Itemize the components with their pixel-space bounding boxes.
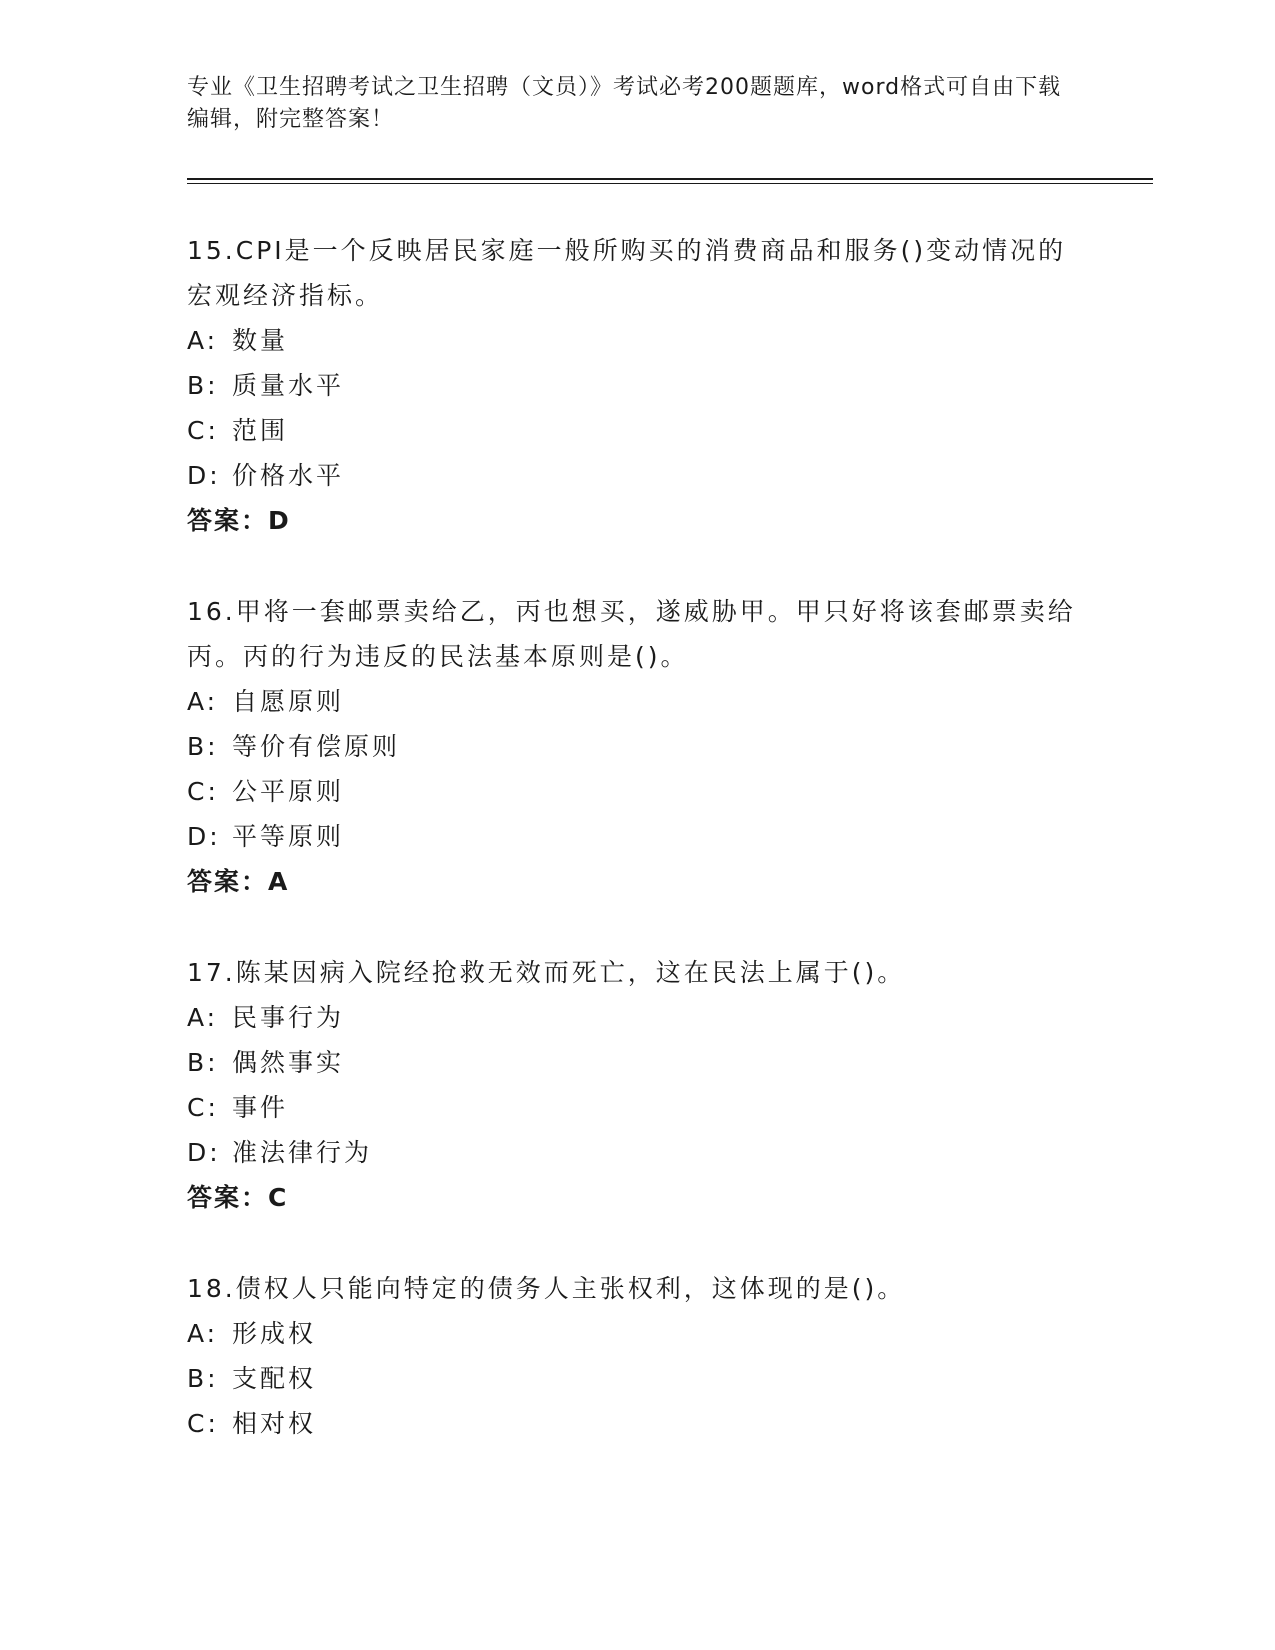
option-text: 等价有偿原则 bbox=[232, 732, 401, 761]
question-stem: 17.陈某因病入院经抢救无效而死亡，这在民法上属于()。 bbox=[187, 958, 906, 987]
option-text: 民事行为 bbox=[232, 1003, 345, 1032]
option-c bbox=[187, 1401, 1087, 1446]
option-a bbox=[187, 318, 1087, 363]
question-18 bbox=[187, 1266, 1087, 1446]
option-text: 形成权 bbox=[232, 1319, 317, 1348]
option-text: 数量 bbox=[232, 326, 289, 355]
option-b bbox=[187, 1356, 1087, 1401]
option-letter: B: bbox=[187, 1364, 219, 1393]
option-letter: C: bbox=[187, 416, 219, 445]
option-c bbox=[187, 769, 1087, 814]
option-text: 平等原则 bbox=[232, 822, 345, 851]
question-17 bbox=[187, 950, 1087, 1220]
question-stem: 15.CPI是一个反映居民家庭一般所购买的消费商品和服务()变动情况的宏观经济指标。 bbox=[187, 236, 1067, 310]
option-c bbox=[187, 408, 1087, 453]
option-letter: A: bbox=[187, 687, 219, 716]
option-letter: B: bbox=[187, 371, 219, 400]
answer-line: 答案：D bbox=[187, 506, 291, 535]
option-d bbox=[187, 814, 1087, 859]
option-text: 偶然事实 bbox=[232, 1048, 345, 1077]
option-text: 自愿原则 bbox=[232, 687, 345, 716]
question-16 bbox=[187, 589, 1087, 904]
option-b bbox=[187, 363, 1087, 408]
option-text: 质量水平 bbox=[232, 371, 345, 400]
option-letter: D: bbox=[187, 1138, 221, 1167]
option-a bbox=[187, 1311, 1087, 1356]
question-stem: 16.甲将一套邮票卖给乙，丙也想买，遂威胁甲。甲只好将该套邮票卖给丙。丙的行为违反的民法基本原则是()。 bbox=[187, 597, 1076, 671]
option-letter: A: bbox=[187, 1319, 219, 1348]
answer-line: 答案：C bbox=[187, 1183, 289, 1212]
option-letter: C: bbox=[187, 777, 219, 806]
option-letter: B: bbox=[187, 732, 219, 761]
question-15 bbox=[187, 228, 1087, 543]
question-stem: 18.债权人只能向特定的债务人主张权利，这体现的是()。 bbox=[187, 1274, 906, 1303]
option-c bbox=[187, 1085, 1087, 1130]
header-divider-thin bbox=[187, 183, 1153, 184]
option-text: 相对权 bbox=[232, 1409, 317, 1438]
option-text: 公平原则 bbox=[232, 777, 345, 806]
option-a bbox=[187, 679, 1087, 724]
option-letter: D: bbox=[187, 461, 221, 490]
option-text: 准法律行为 bbox=[232, 1138, 373, 1167]
option-letter: B: bbox=[187, 1048, 219, 1077]
option-letter: A: bbox=[187, 1003, 219, 1032]
option-letter: C: bbox=[187, 1093, 219, 1122]
option-a bbox=[187, 995, 1087, 1040]
option-d bbox=[187, 1130, 1087, 1175]
option-b bbox=[187, 724, 1087, 769]
option-b bbox=[187, 1040, 1087, 1085]
option-text: 价格水平 bbox=[232, 461, 345, 490]
option-letter: D: bbox=[187, 822, 221, 851]
document-header: 专业《卫生招聘考试之卫生招聘（文员）》考试必考200题题库，word格式可自由下载编辑，附完整答案！ bbox=[187, 75, 1062, 132]
option-text: 事件 bbox=[232, 1093, 289, 1122]
option-letter: A: bbox=[187, 326, 219, 355]
option-d bbox=[187, 453, 1087, 498]
option-text: 支配权 bbox=[232, 1364, 317, 1393]
option-letter: C: bbox=[187, 1409, 219, 1438]
header-divider-thick bbox=[187, 178, 1153, 180]
option-text: 范围 bbox=[232, 416, 289, 445]
answer-line: 答案：A bbox=[187, 867, 290, 896]
